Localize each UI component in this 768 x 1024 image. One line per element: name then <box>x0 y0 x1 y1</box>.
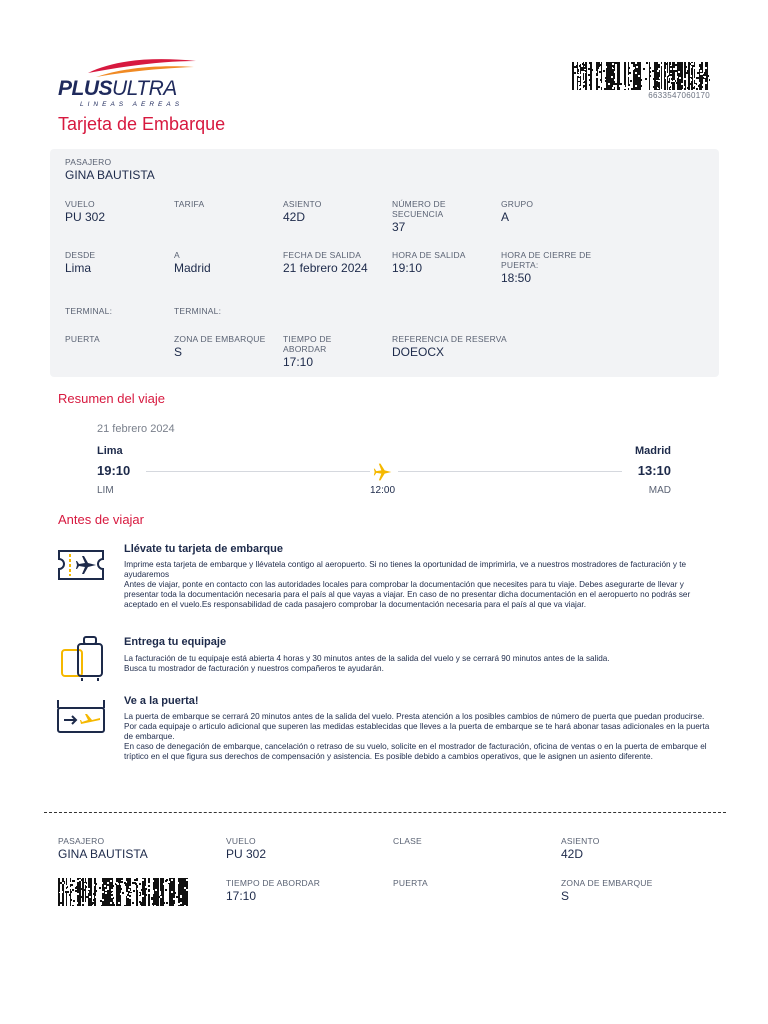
stub-class-field: CLASE <box>393 836 422 846</box>
zone-field: ZONA DE EMBARQUE S <box>174 334 266 359</box>
origin-time: 19:10 <box>97 463 131 478</box>
brand-subtitle: LINEAS AEREAS <box>80 101 184 108</box>
tip-title-gate: Ve a la puerta! <box>124 695 199 707</box>
tip-paragraph: En caso de denegación de embarque, cancelación o retraso de su vuelo, solicite en el mostrador de facturación, oficina de ventas o en la puerta de embarque el tríptico en el que figura sus derechos de compensación y asistencia. Es posible debido a cambios operativos, que le asignen un asiento diferente. <box>124 742 707 761</box>
tip-text-boarding-pass <box>124 560 714 610</box>
from-field: DESDE Lima <box>65 250 96 275</box>
departure-time-field: HORA DE SALIDA 19:10 <box>392 250 466 275</box>
brand-name: PLUSULTRA <box>58 77 177 100</box>
flight-duration: 12:00 <box>370 485 396 496</box>
passenger-name: GINA BAUTISTA <box>65 168 155 182</box>
passenger-field: PASAJERO GINA BAUTISTA <box>65 157 155 182</box>
route-line-right <box>398 471 622 472</box>
dest-city: Madrid <box>634 445 671 457</box>
gate-close-field: HORA DE CIERRE DE PUERTA: 18:50 <box>501 250 592 285</box>
ticket-icon <box>56 548 106 582</box>
stub-flight-field: VUELO PU 302 <box>226 836 267 861</box>
gate-field: PUERTA <box>65 334 100 344</box>
boarding-time-field: TIEMPO DE ABORDAR 17:10 <box>283 334 332 369</box>
page-title: Tarjeta de Embarque <box>58 114 226 134</box>
to-field: A Madrid <box>174 250 211 275</box>
tip-paragraph: La puerta de embarque se cerrará 20 minutos antes de la salida del vuelo. Presta atención a los posibles cambios de número de puerta que puedan producirse. <box>124 712 705 721</box>
stub-barcode <box>58 878 188 906</box>
luggage-icon <box>56 634 106 682</box>
trip-summary-title: Resumen del viaje <box>58 391 165 406</box>
origin-city: Lima <box>97 445 123 457</box>
stub-passenger-field: PASAJERO GINA BAUTISTA <box>58 836 148 861</box>
boarding-info-box <box>50 149 719 377</box>
booking-ref-field: REFERENCIA DE RESERVA DOEOCX <box>392 334 507 359</box>
dest-time: 13:10 <box>637 463 671 478</box>
tip-paragraph: Por cada equipaje o articulo adicional que superen las medidas establecidas que lleves a la puerta de embarque se te hará abonar tasas adicionales en la puerta de embarque. <box>124 722 710 741</box>
tip-paragraph: Busca tu mostrador de facturación y nuestros compañeros te ayudarán. <box>124 664 384 673</box>
group-field: GRUPO A <box>501 199 534 224</box>
gate-icon <box>56 698 106 736</box>
terminal-dest-field: TERMINAL: <box>174 306 222 316</box>
fare-field: TARIFA <box>174 199 205 209</box>
stub-seat-field: ASIENTO 42D <box>561 836 600 861</box>
trip-date: 21 febrero 2024 <box>97 423 175 435</box>
route-line-left <box>146 471 370 472</box>
barcode-number: 6633547060170 <box>648 91 710 100</box>
tip-title-boarding-pass: Llévate tu tarjeta de embarque <box>124 543 283 555</box>
stub-gate-field: PUERTA <box>393 878 428 888</box>
departure-date-field: FECHA DE SALIDA 21 febrero 2024 <box>283 250 368 275</box>
origin-code: LIM <box>97 485 114 496</box>
dest-code: MAD <box>648 485 671 496</box>
airplane-icon <box>373 462 393 482</box>
cut-line <box>44 812 726 813</box>
tip-paragraph: La facturación de tu equipaje está abierta 4 horas y 30 minutos antes de la salida del vuelo y se cerrará 90 minutos antes de la salida. <box>124 654 610 663</box>
tip-title-luggage: Entrega tu equipaje <box>124 636 227 648</box>
brand-logo <box>58 55 208 110</box>
tip-paragraph: Antes de viajar, ponte en contacto con las autoridades locales para comprobar la documentación que necesites para tu viaje. Debes asegurarte de llevar y presentar toda la documentación necesaria para el país al que vayas a viajar. En caso de no presentar dicha documentación en el aeropuerto no podrás ser aceptado en el vuelo.Es responsabilidad de cada pasajero comprobar la documentación necesaria para el país al que va viajar. <box>124 580 691 609</box>
before-travel-title: Antes de viajar <box>58 512 144 527</box>
barcode <box>572 62 710 90</box>
logo-swoosh-icon <box>86 55 198 79</box>
seat-field: ASIENTO 42D <box>283 199 322 224</box>
stub-boarding-time-field: TIEMPO DE ABORDAR 17:10 <box>226 878 321 903</box>
tip-paragraph: Imprime esta tarjeta de embarque y llévatela contigo al aeropuerto. Si no tienes la oportunidad de imprimirla, ve a nuestros mostradores de facturación y te ayudaremos <box>124 560 687 579</box>
tip-text-gate <box>124 712 714 762</box>
flight-field: VUELO PU 302 <box>65 199 106 224</box>
terminal-origin-field: TERMINAL: <box>65 306 113 316</box>
stub-zone-field: ZONA DE EMBARQUE S <box>561 878 653 903</box>
tip-text-luggage <box>124 654 714 674</box>
sequence-field: NÚMERO DE SECUENCIA 37 <box>392 199 446 234</box>
